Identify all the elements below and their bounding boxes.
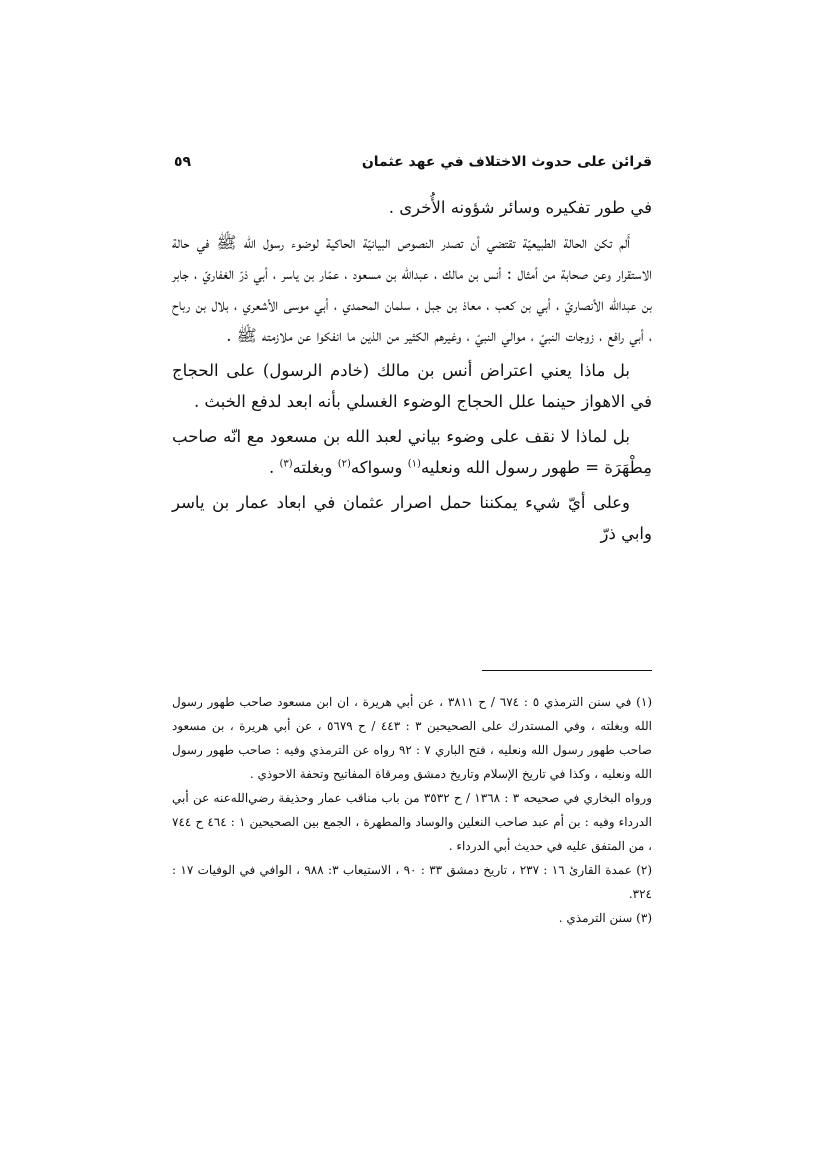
footnote-separator bbox=[482, 670, 652, 671]
page-header bbox=[172, 150, 652, 178]
footnote-ref-1[interactable]: (١) bbox=[407, 458, 421, 470]
footnote-1: (١) في سنن الترمذي ٥ : ٦٧٤ / ح ٣٨١١ ، عن أبي هريرة ، ان ابن مسعود صاحب طهور رسول الله وبغلته ، وفي المستدرك على الصحيحين ٣ : ٤٤٣ / ح ٥٦٧٩ ، عن أبي هريرة ، بن مسعود صاحب طهور رسول الله ونعليه ، فتح الباري ٧ : ٩٢ رواه عن الترمذي وفيه : صاحب طهور رسول الله ونعليه ، وكذا في تاريخ الإسلام وتاريخ دمشق ومرقاة المفاتيح وتحفة الاحوذي . bbox=[172, 695, 653, 781]
main-text bbox=[172, 192, 652, 553]
footnote-ref-3[interactable]: (٣) bbox=[279, 458, 293, 470]
paragraph-4 bbox=[172, 421, 652, 483]
footnote-2: (٢) عمدة القارئ ١٦ : ٢٣٧ ، تاريخ دمشق ٣٣ : ٩٠ ، الاستيعاب ٣: ٩٨٨ ، الوافي في الوفيات ١٧ : ٣٢٤. bbox=[172, 863, 653, 901]
footnotes bbox=[172, 690, 652, 930]
paragraph-1: في طور تفكيره وسائر شؤونه الأُخرى . bbox=[388, 198, 652, 217]
footnote-ref-2[interactable]: (٢) bbox=[337, 458, 351, 470]
book-page bbox=[172, 140, 652, 1040]
paragraph-5: وعلى أيّ شيء يمكننا حمل اصرار عثمان في ابعاد عمار بن ياسر وابي ذرّ bbox=[172, 493, 652, 543]
paragraph-3: بل ماذا يعني اعتراض أنس بن مالك (خادم الرسول) على الحجاج في الاهواز حينما علل الحجاج الوضوء الغسلي بأنه ابعد لدفع الخبث . bbox=[172, 361, 652, 411]
paragraph-4-text-c: وبغلته bbox=[292, 458, 338, 477]
paragraph-2: أَلم تكن الحالة الطبيعيّة تقتضي أن تصدر النصوص البيانيّة الحاكية لوضوء رسول الله ﷺ في حالة الاستقرار وعن صحابة من أمثال : أنس بن مالك ، عبدالله بن مسعود ، عمّار بن ياسر ، أبي ذرّ الغفاريّ ، جابر بن عبدالله الأنصاريّ ، أبي بن كعب ، معاذ بن جبل ، سلمان المحمدي ، أبي موسى الأشعري ، بلال بن رباح ، أبي رافع ، زوجات النبيّ ، موالي النبيّ ، وغيرهم الكثير من الذين ما انفكوا عن ملازمته ﷺ . bbox=[172, 233, 652, 345]
paragraph-4-text-a: بل لماذا لا نقف على وضوء بياني لعبد الله بن مسعود مع انّه صاحب مِطْهَرَة = طهور رسول الله ونعليه bbox=[172, 427, 652, 477]
footnote-3: (٣) سنن الترمذي . bbox=[558, 911, 652, 925]
running-title: قرائن على حدوث الاختلاف في عهد عثمان bbox=[361, 154, 652, 170]
footnote-1-continuation: ورواه البخاري في صحيحه ٣ : ١٣٦٨ / ح ٣٥٣٢ من باب مناقب عمار وحذيفة رضي‌الله‌عنه عن أبي الدرداء وفيه : بن أم عبد صاحب النعلين والوساد والمطهرة ، الجمع بين الصحيحين ١ : ٤٦٤ ح ٧٤٤ ، من المتفق عليه في حديث أبي الدرداء . bbox=[172, 791, 653, 853]
page-number: ٥٩ bbox=[174, 154, 192, 170]
paragraph-4-text-b: وسواكه bbox=[350, 458, 408, 477]
paragraph-4-text-d: . bbox=[268, 458, 280, 477]
